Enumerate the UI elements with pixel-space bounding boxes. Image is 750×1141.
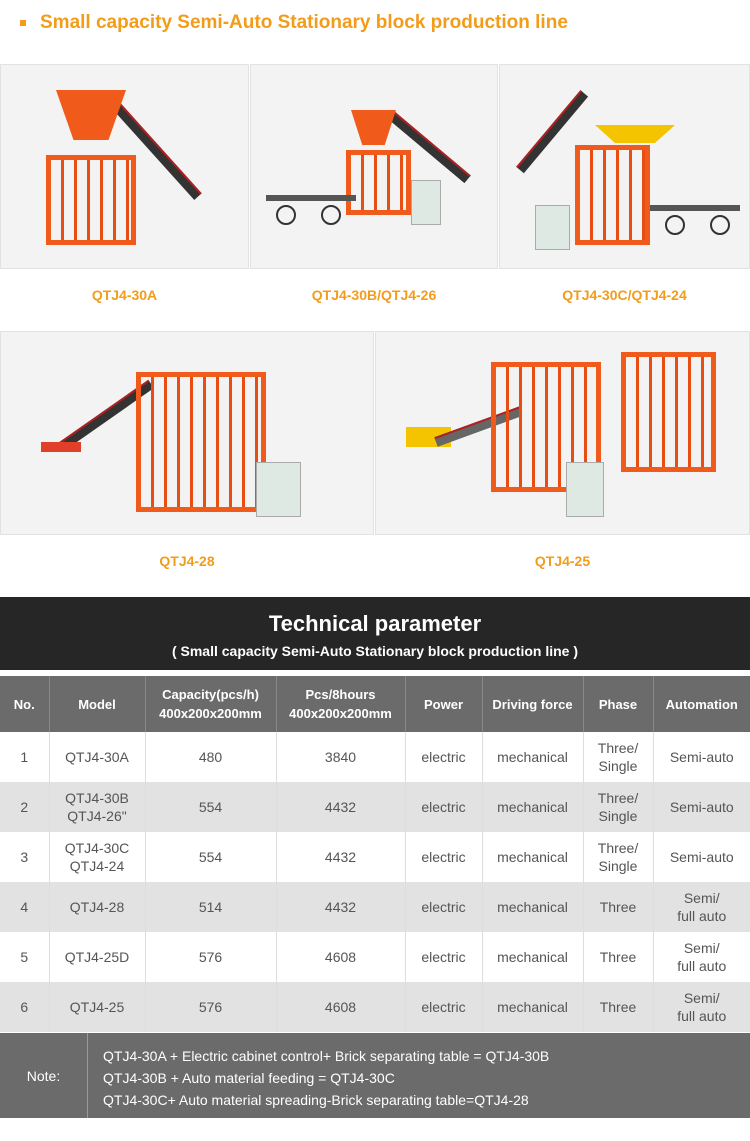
banner-title: Technical parameter [268,611,482,636]
cell-power: electric [405,732,482,782]
banner-subtitle: ( Small capacity Semi-Auto Stationary block production line ) [171,643,579,659]
table-row [0,732,750,782]
col-no: No. [0,676,49,732]
note-label: Note: [0,1033,88,1118]
cell-pcs: 4432 [276,882,405,932]
cell-phase: Three [583,932,653,982]
cell-no: 6 [0,982,49,1032]
cell-phase: Three/ Single [583,782,653,832]
cell-model: QTJ4-30B QTJ4-26" [49,782,145,832]
cell-capacity: 576 [145,932,276,982]
cell-pcs: 4432 [276,782,405,832]
cell-drive: mechanical [482,732,583,782]
cell-automation: Semi-auto [653,832,750,882]
product-label: QTJ4-30C/QTJ4-24 [562,287,687,303]
cell-drive: mechanical [482,832,583,882]
col-pcs: Pcs/8hours 400x200x200mm [276,676,405,732]
col-phase: Phase [583,676,653,732]
cell-drive: mechanical [482,882,583,932]
col-model: Model [49,676,145,732]
cell-no: 2 [0,782,49,832]
table-row [0,782,750,832]
cell-automation: Semi/ full auto [653,932,750,982]
cell-power: electric [405,782,482,832]
cell-no: 1 [20,749,29,765]
cell-phase: Three/ Single [583,832,653,882]
cell-pcs: 4608 [276,982,405,1032]
parameter-table [0,676,750,1032]
technical-parameter-banner [0,597,750,670]
product-label: QTJ4-25 [534,553,591,569]
col-driving: Driving force [482,676,583,732]
note-line: QTJ4-30B + Auto material feeding = QTJ4-30C [103,1070,395,1086]
product-image-qtj4-30a [0,64,249,269]
cell-phase: Three/ Single [583,732,653,782]
cell-pcs: 4432 [276,832,405,882]
col-capacity: Capacity(pcs/h) 400x200x200mm [145,676,276,732]
table-row [0,832,750,882]
cell-pcs: 4608 [276,932,405,982]
cell-model: QTJ4-30C QTJ4-24 [49,832,145,882]
cell-model: QTJ4-25 [49,982,145,1032]
cell-model: QTJ4-25D [49,932,145,982]
cell-capacity: 480 [145,732,276,782]
product-image-qtj4-30b [250,64,498,269]
cell-model: QTJ4-30A [49,732,145,782]
product-label: QTJ4-30A [91,287,158,303]
cell-no: 3 [20,849,29,865]
cell-capacity: 554 [145,782,276,832]
note-box [0,1033,750,1118]
bullet-icon [20,20,26,26]
table-row [0,982,750,1032]
cell-no: 4 [0,882,49,932]
cell-power: electric [405,882,482,932]
note-line: QTJ4-30C+ Auto material spreading-Brick separating table=QTJ4-28 [103,1092,529,1108]
col-power: Power [405,676,482,732]
cell-automation: Semi-auto [653,732,750,782]
cell-drive: mechanical [482,782,583,832]
cell-power: electric [405,982,482,1032]
cell-drive: mechanical [482,982,583,1032]
product-label: QTJ4-28 [159,553,215,569]
section-title: Small capacity Semi-Auto Stationary block production line [20,12,568,34]
table-header [0,676,750,732]
cell-pcs: 3840 [276,732,405,782]
cell-drive: mechanical [482,932,583,982]
cell-automation: Semi/ full auto [653,982,750,1032]
product-label: QTJ4-30B/QTJ4-26 [311,287,437,303]
cell-model: QTJ4-28 [49,882,145,932]
cell-phase: Three [583,982,653,1032]
cell-power: electric [405,932,482,982]
cell-phase: Three [583,882,653,932]
product-image-qtj4-25 [375,331,750,535]
table-row [0,932,750,982]
cell-capacity: 514 [145,882,276,932]
cell-automation: Semi-auto [653,782,750,832]
product-image-qtj4-30c [499,64,750,269]
cell-automation: Semi/ full auto [653,882,750,932]
cell-capacity: 554 [145,832,276,882]
cell-no: 5 [20,949,29,965]
product-image-qtj4-28 [0,331,374,535]
table-row [0,882,750,932]
col-automation: Automation [653,676,750,732]
cell-capacity: 576 [145,982,276,1032]
note-line: QTJ4-30A + Electric cabinet control+ Brick separating table = QTJ4-30B [103,1048,550,1064]
cell-power: electric [405,832,482,882]
